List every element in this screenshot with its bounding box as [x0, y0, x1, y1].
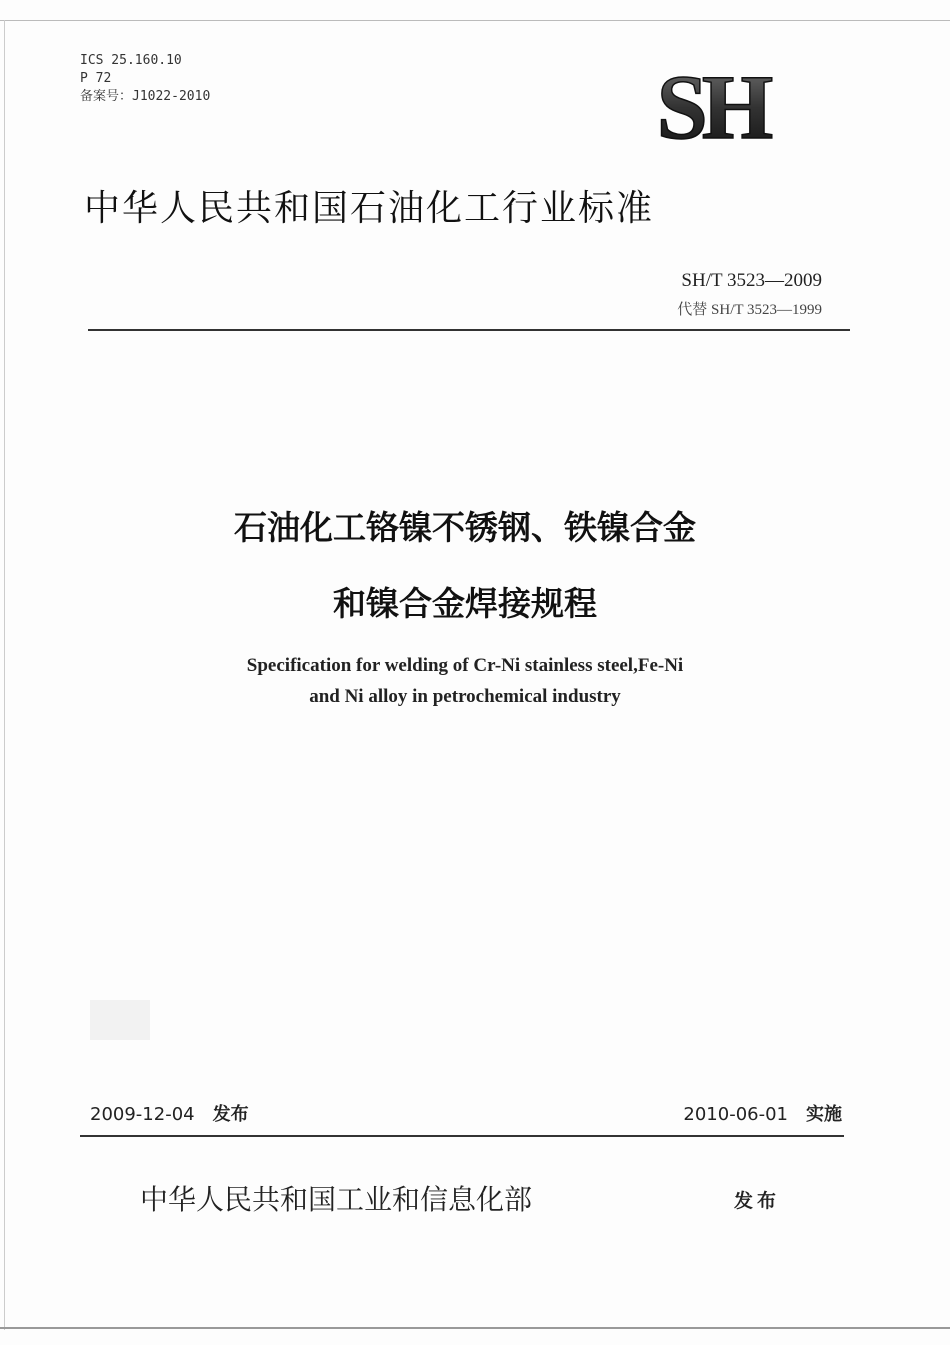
- industry-standard-heading: 中华人民共和国石油化工行业标准: [84, 188, 655, 229]
- implementation-label: 实施: [806, 1104, 842, 1125]
- footer-divider: [80, 1135, 844, 1137]
- scan-smudge: [90, 1000, 150, 1040]
- issue-date: 2009-12-04: [90, 1104, 195, 1125]
- ics-code: ICS 25.160.10: [80, 53, 182, 68]
- issue-date-block: [90, 1100, 249, 1126]
- replaces-standard: 代替 SH/T 3523—1999: [677, 302, 822, 318]
- english-title-line2: and Ni alloy in petrochemical industry: [309, 686, 621, 707]
- chinese-title-line2: 和镍合金焊接规程: [333, 584, 597, 623]
- publish-label: 发布: [734, 1190, 781, 1212]
- standard-number: SH/T 3523—2009: [681, 270, 822, 291]
- english-title-line1: Specification for welding of Cr-Ni stainless steel,Fe-Ni: [246, 655, 684, 676]
- header-divider: [88, 329, 850, 331]
- implementation-date-block: [683, 1100, 842, 1126]
- implementation-date: 2010-06-01: [683, 1104, 788, 1125]
- page-edge-top: [0, 20, 950, 21]
- sh-logo-icon: [612, 58, 812, 148]
- record-number: 备案号：J1022-2010: [80, 89, 211, 104]
- classification-block: [80, 52, 210, 106]
- logo-text: SH: [656, 58, 768, 148]
- category-code: P 72: [80, 71, 112, 86]
- page-edge-bottom: [0, 1327, 950, 1329]
- publisher-name: 中华人民共和国工业和信息化部: [140, 1183, 533, 1216]
- issue-label: 发布: [212, 1104, 249, 1125]
- chinese-title-line1: 石油化工铬镍不锈钢、铁镍合金: [234, 508, 696, 547]
